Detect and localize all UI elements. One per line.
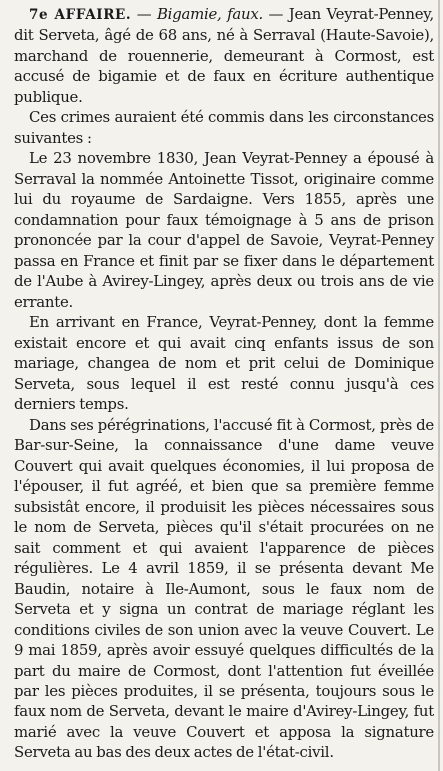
- heading-dash: —: [262, 5, 289, 23]
- column-rule: [438, 0, 440, 771]
- article-paragraph: Dans ses pérégrinations, l'accusé fit à Cormost, près de Bar-sur-Seine, la connaissance d'une dame veuve Couvert qui avait quelques économies, il lui proposa de l'épouser, il fut agréé, et bien que sa première femme subsistât encore, il produisit les pièces nécessaires sous le nom de Serveta, pièces qu'il s'était procurées on ne sait comment et qui avaient l'apparence de pièces régulières. Le 4 avril 1859, il se présenta devant Me Baudin, notaire à Ile-Aumont, sous le faux nom de Serveta et y signa un contrat de mariage réglant les conditions civiles de son union avec la veuve Couvert. Le 9 mai 1859, après avoir essuyé quelques difficultés de la part du maire de Cormost, dont l'attention fut éveillée par les pièces produites, il se présenta, toujours sous le faux nom de Serveta, devant le maire d'Avirey-Lingey, fut marié avec la veuve Couvert et apposa la signature Serveta au bas des deux actes de l'état-civil.: [14, 415, 434, 762]
- case-intro: Jean Veyrat-Penney, dit Serveta, âgé de 68 ans, né à Serraval (Haute-Savoie), marchand de rouennerie, demeurant à Cormost, est accusé de bigamie et de faux en écriture authentique publique.: [14, 5, 434, 106]
- case-title: Bigamie, faux.: [156, 5, 263, 23]
- article-paragraph: Ces crimes auraient été commis dans les circonstances suivantes :: [14, 108, 434, 147]
- heading-dash: —: [131, 5, 157, 23]
- article-paragraph: Le 23 novembre 1830, Jean Veyrat-Penney a épousé à Serraval la nommée Antoinette Tissot, originaire comme lui du royaume de Sardaigne. Vers 1855, après une condamnation pour faux témoignage à 5 ans de prison prononcée par la cour d'appel de Savoie, Veyrat-Penney passa en France et finit par se fixer dans le département de l'Aube à Avirey-Lingey, après deux ou trois ans de vie errante.: [14, 149, 434, 311]
- article-paragraph: En arrivant en France, Veyrat-Penney, dont la femme existait encore et qui avait cinq enfants issus de son mariage, changea de nom et prit celui de Dominique Serveta, sous lequel il est resté connu jusqu'à ces derniers temps.: [14, 313, 434, 414]
- case-heading-paragraph: [14, 4, 434, 107]
- case-number: 7e AFFAIRE.: [29, 7, 132, 23]
- article-body: [14, 4, 434, 763]
